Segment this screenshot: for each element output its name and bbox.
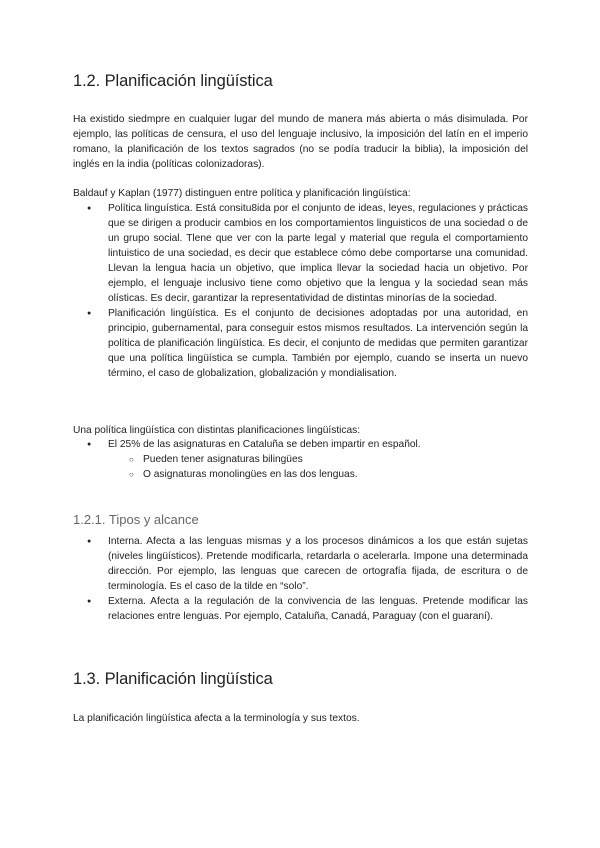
list-item-policy-example: ● El 25% de las asignaturas en Cataluña se deben impartir en español. <box>73 437 528 452</box>
distinction-list <box>73 201 528 381</box>
list-item-externa: ● Externa. Afecta a la regulación de la convivencia de las lenguas. Pretende modificar las relaciones entre lenguas. Por ejemplo, Cataluña, Canadá, Paraguay (con el guaraní). <box>73 594 528 624</box>
baldauf-lead-paragraph: Baldauf y Kaplan (1977) distinguen entre política y planificación lingüística: <box>73 188 411 199</box>
section-title-1-2: 1.2. Planificación lingüística <box>73 72 273 90</box>
list-item-politica: ● Política linguística. Está consitu8ida por el conjunto de ideas, leyes, regulaciones y prácticas que se dirigen a producir cambios en los comportamientos linguisticos de una sociedad o de un grupo social. Tlene que ver con la parte legal y material que regula el comportamiento lintuistico de una sociedad, es decir que establece cómo debe comportarse una comunidad. Llevan la lengua hacia un objetivo, que implica llevar la sociedad hacia un objetivo. Por ejemplo, el lenguaje inclusivo tiene como objetivo que la lengua y la sociedad sean más olísticas. Es decir, garantizar la representatividad de distintas minorías de la sociedad. <box>73 201 528 306</box>
sub-list-item: ○ Pueden tener asignaturas bilingües <box>73 452 528 467</box>
intro-paragraph: Ha existido siedmpre en cualquier lugar del mundo de manera más abierta o más disimulada. Por ejemplo, las políticas de censura, el uso del lenguaje inclusivo, la imposición del latín en el imperio romano, la planificación de los textos sagrados (no se podía traducir la biblia), la imposición del inglés en la india (políticas colonizadoras). <box>73 114 528 170</box>
tipos-list <box>73 534 528 624</box>
section-1-3-paragraph: La planificación lingüística afecta a la terminología y sus textos. <box>73 713 360 724</box>
policy-lead-paragraph: Una política lingüística con distintas planificaciones lingüísticas: <box>73 425 361 436</box>
policy-sub-list <box>73 452 528 482</box>
section-title-1-2-1: 1.2.1. Tipos y alcance <box>73 512 199 527</box>
sub-list-item: ○ O asignaturas monolingües en las dos lenguas. <box>73 467 528 482</box>
list-item-planificacion: ● Planificación lingüística. Es el conjunto de decisiones adoptadas por una autoridad, en principio, gubernamental, para conseguir estos mismos resultados. La intervención según la política de planificación lingüística. Es decir, el conjunto de medidas que permiten garantizar que una política lingüística se cumpla. También por ejemplo, cuando se inserta un nuevo término, el caso de globalization, globalización y mondialisation. <box>73 306 528 381</box>
policy-example-list <box>73 437 528 452</box>
section-title-1-3: 1.3. Planificación lingüística <box>73 670 273 688</box>
list-item-interna: ● Interna. Afecta a las lenguas mismas y a los procesos dinámicos a los que están sujetas (niveles lingüísticos). Pretende modificarla, retardarla o acelerarla. Impone una determinada dirección. Por ejemplo, las lenguas que carecen de ortografía fijada, de escritura o de terminología. Es el caso de la tilde en “solo”. <box>73 534 528 594</box>
